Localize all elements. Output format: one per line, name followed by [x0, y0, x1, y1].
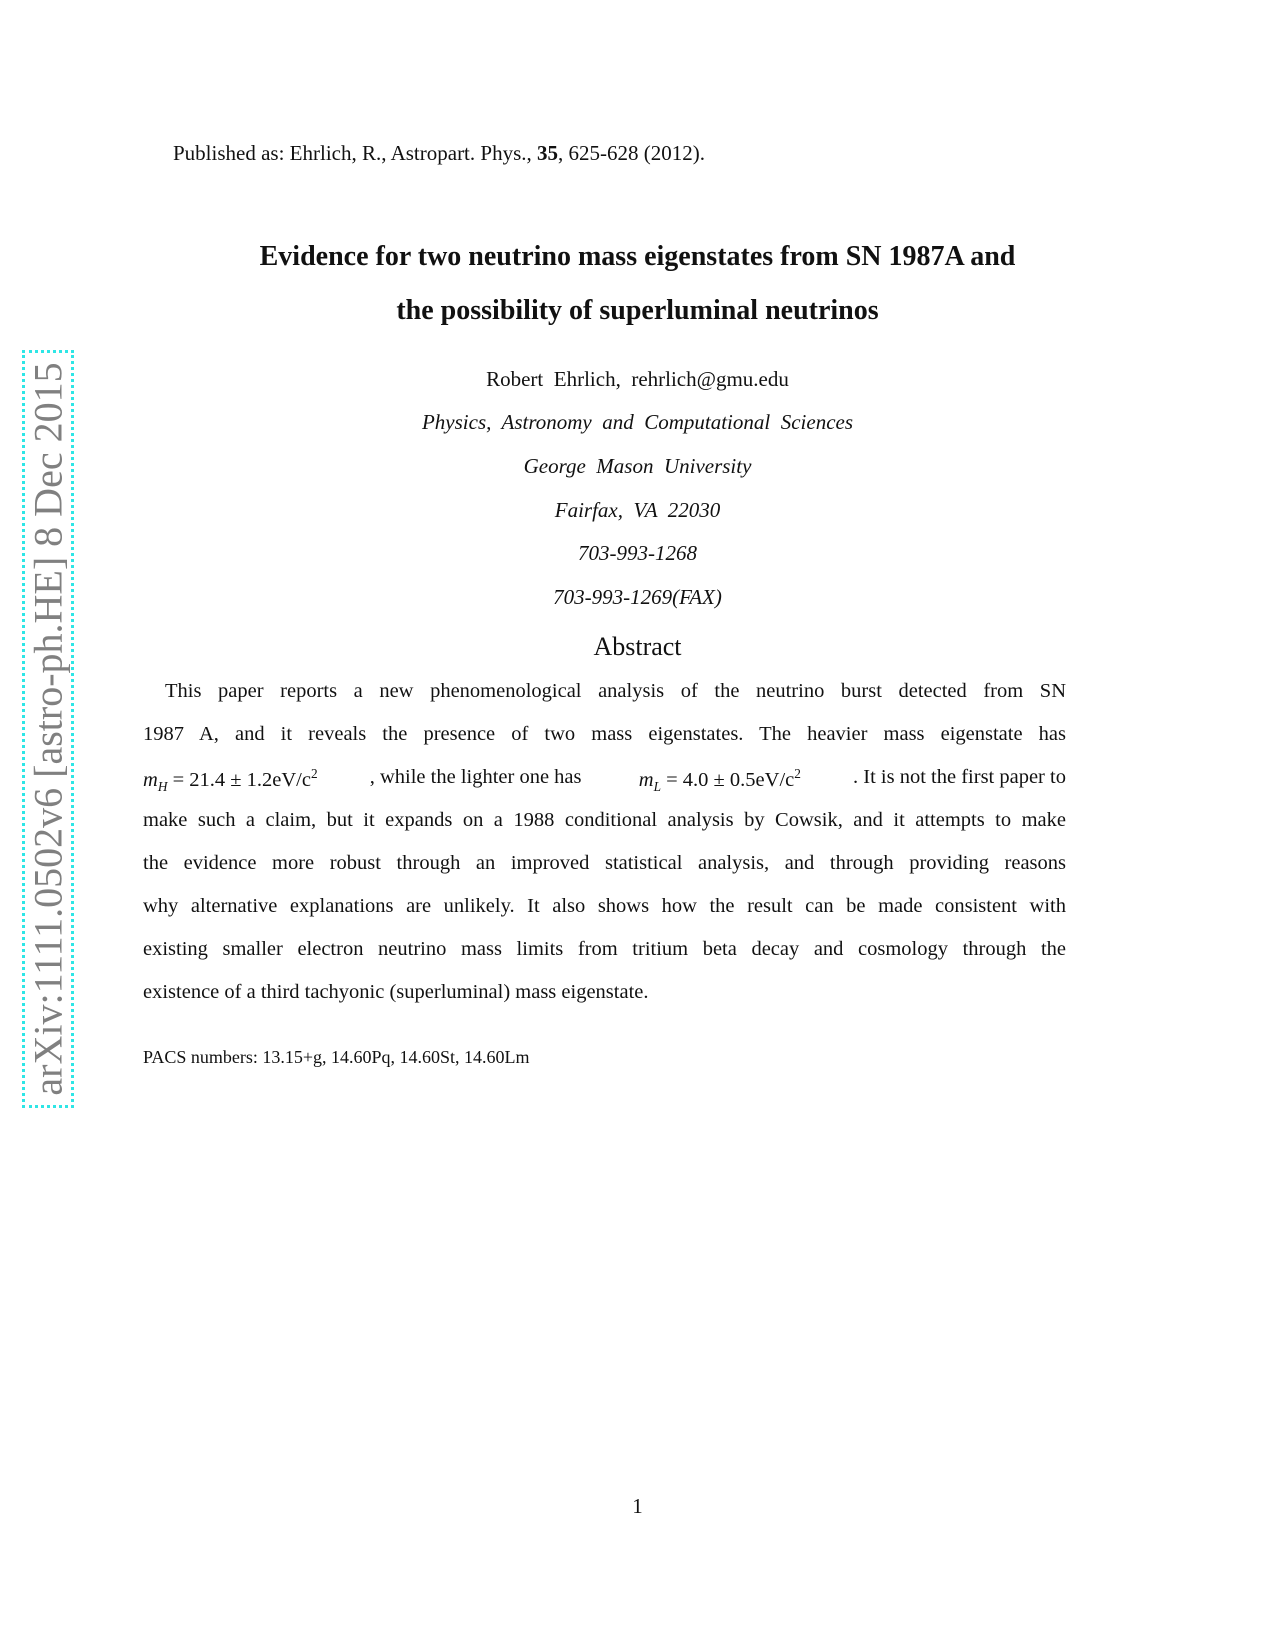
ml-value: = 4.0 ± 0.5eV/c — [660, 768, 795, 791]
abstract-line: make such a claim, but it expands on a 1988 conditional analysis by Cowsik, and it attempts to make — [143, 809, 1066, 831]
abstract-line: existence of a third tachyonic (superluminal) mass eigenstate. — [143, 981, 649, 1003]
sub-h: H — [157, 778, 168, 794]
pub-suffix: , 625-628 (2012). — [558, 141, 705, 165]
affiliation-dept: Physics, Astronomy and Computational Sciences — [421, 410, 854, 434]
abstract-line: 1987 A, and it reveals the presence of two mass eigenstates. The heavier mass eigenstate has — [143, 723, 1066, 745]
sq: 2 — [310, 766, 318, 781]
abstract-line: existing smaller electron neutrino mass limits from tritium beta decay and cosmology through the — [143, 938, 1066, 960]
mh-value: = 21.4 ± 1.2eV/c — [167, 768, 311, 791]
affiliation-address: Fairfax, VA 22030 — [554, 498, 721, 522]
pacs-numbers: PACS numbers: 13.15+g, 14.60Pq, 14.60St, 14.60Lm — [143, 1047, 530, 1067]
m-symbol: m — [638, 768, 654, 791]
abstract-line: the evidence more robust through an improved statistical analysis, and through providing reasons — [143, 852, 1066, 874]
math-mid-text: , while the lighter one has — [369, 766, 587, 788]
abstract-line: This paper reports a new phenomenological analysis of the neutrino burst detected from SN — [165, 680, 1066, 702]
arxiv-identifier: arXiv:1111.0502v6 [astro-ph.HE] 8 Dec 2015 — [25, 362, 71, 1096]
affiliation-university: George Mason University — [523, 454, 752, 478]
phone: 703-993-1268 — [578, 541, 697, 565]
pub-volume: 35 — [537, 141, 558, 165]
author: Robert Ehrlich, rehrlich@gmu.edu — [486, 367, 789, 391]
math-end-text: . It is not the first paper to — [853, 766, 1066, 788]
publication-note — [173, 141, 705, 166]
pub-prefix: Published as: Ehrlich, R., Astropart. Phys., — [173, 141, 537, 165]
sub-l: L — [653, 778, 661, 794]
m-symbol: m — [143, 768, 158, 791]
fax: 703-993-1269(FAX) — [553, 585, 722, 609]
paper-title-line-2: the possibility of superluminal neutrinos — [396, 295, 879, 326]
abstract-heading: Abstract — [593, 632, 682, 661]
page-number: 1 — [632, 1494, 643, 1518]
sq: 2 — [794, 766, 801, 781]
abstract-line: why alternative explanations are unlikely. It also shows how the result can be made consistent with — [143, 895, 1066, 917]
paper-title-line-1: Evidence for two neutrino mass eigenstates from SN 1987A and — [259, 241, 1016, 272]
abstract-math-line — [143, 766, 1066, 795]
